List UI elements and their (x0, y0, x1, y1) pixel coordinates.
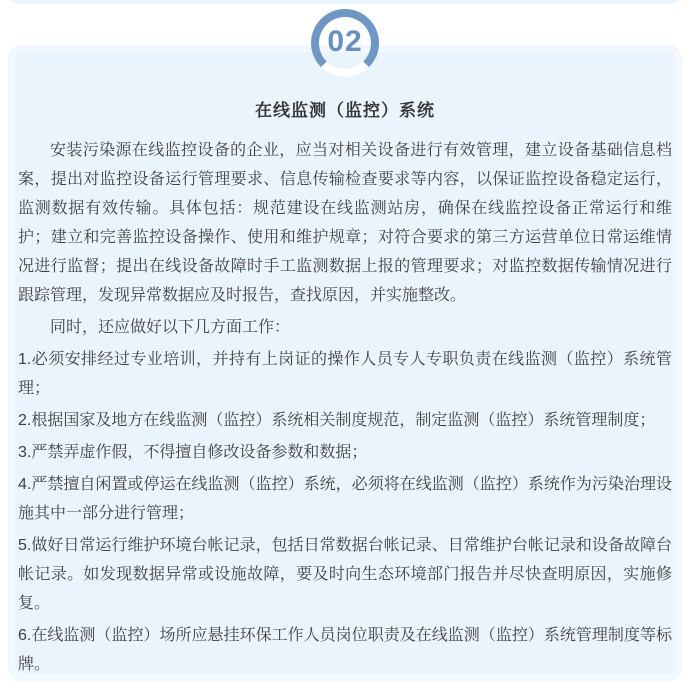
lead-in-paragraph: 同时，还应做好以下几方面工作： (50, 319, 291, 336)
list-item: 1.必须安排经过专业培训，并持有上岗证的操作人员专人专职负责在线监测（监控）系统管理； (18, 351, 672, 397)
content-card (8, 45, 682, 681)
list-item: 2.根据国家及地方在线监测（监控）系统相关制度规范，制定监测（监控）系统管理制度； (18, 412, 656, 429)
intro-paragraph: 安装污染源在线监控设备的企业，应当对相关设备进行有效管理，建立设备基础信息档案，提出对监控设备运行管理要求、信息传输检查要求等内容，以保证监控设备稳定运行，监测数据有效传输。具体包括：规范建设在线监测站房，确保在线监控设备正常运行和维护；建立和完善监控设备操作、使用和维护规章；对符合要求的第三方运营单位日常运维情况进行监督；提出在线设备故障时手工监测数据上报的管理要求；对监控数据传输情况进行跟踪管理，发现异常数据应及时报告，查找原因，并实施整改。 (18, 142, 672, 304)
previous-card-bottom-edge (8, 0, 682, 4)
section-number: 02 (327, 25, 363, 58)
list-item: 3.严禁弄虚作假，不得擅自修改设备参数和数据； (18, 444, 368, 461)
section-title: 在线监测（监控）系统 (255, 101, 435, 120)
list-item: 6.在线监测（监控）场所应悬挂环保工作人员岗位职责及在线监测（监控）系统管理制度等标牌。 (18, 627, 672, 673)
list-item: 5.做好日常运行维护环境台帐记录，包括日常数据台帐记录、日常维护台帐记录和设备故障台帐记录。如发现数据异常或设施故障，要及时向生态环境部门报告并尽快查明原因，实施修复。 (18, 537, 672, 612)
list-item: 4.严禁擅自闲置或停运在线监测（监控）系统，必须将在线监测（监控）系统作为污染治理设施其中一部分进行管理； (18, 476, 672, 522)
section-number-badge (311, 9, 379, 77)
